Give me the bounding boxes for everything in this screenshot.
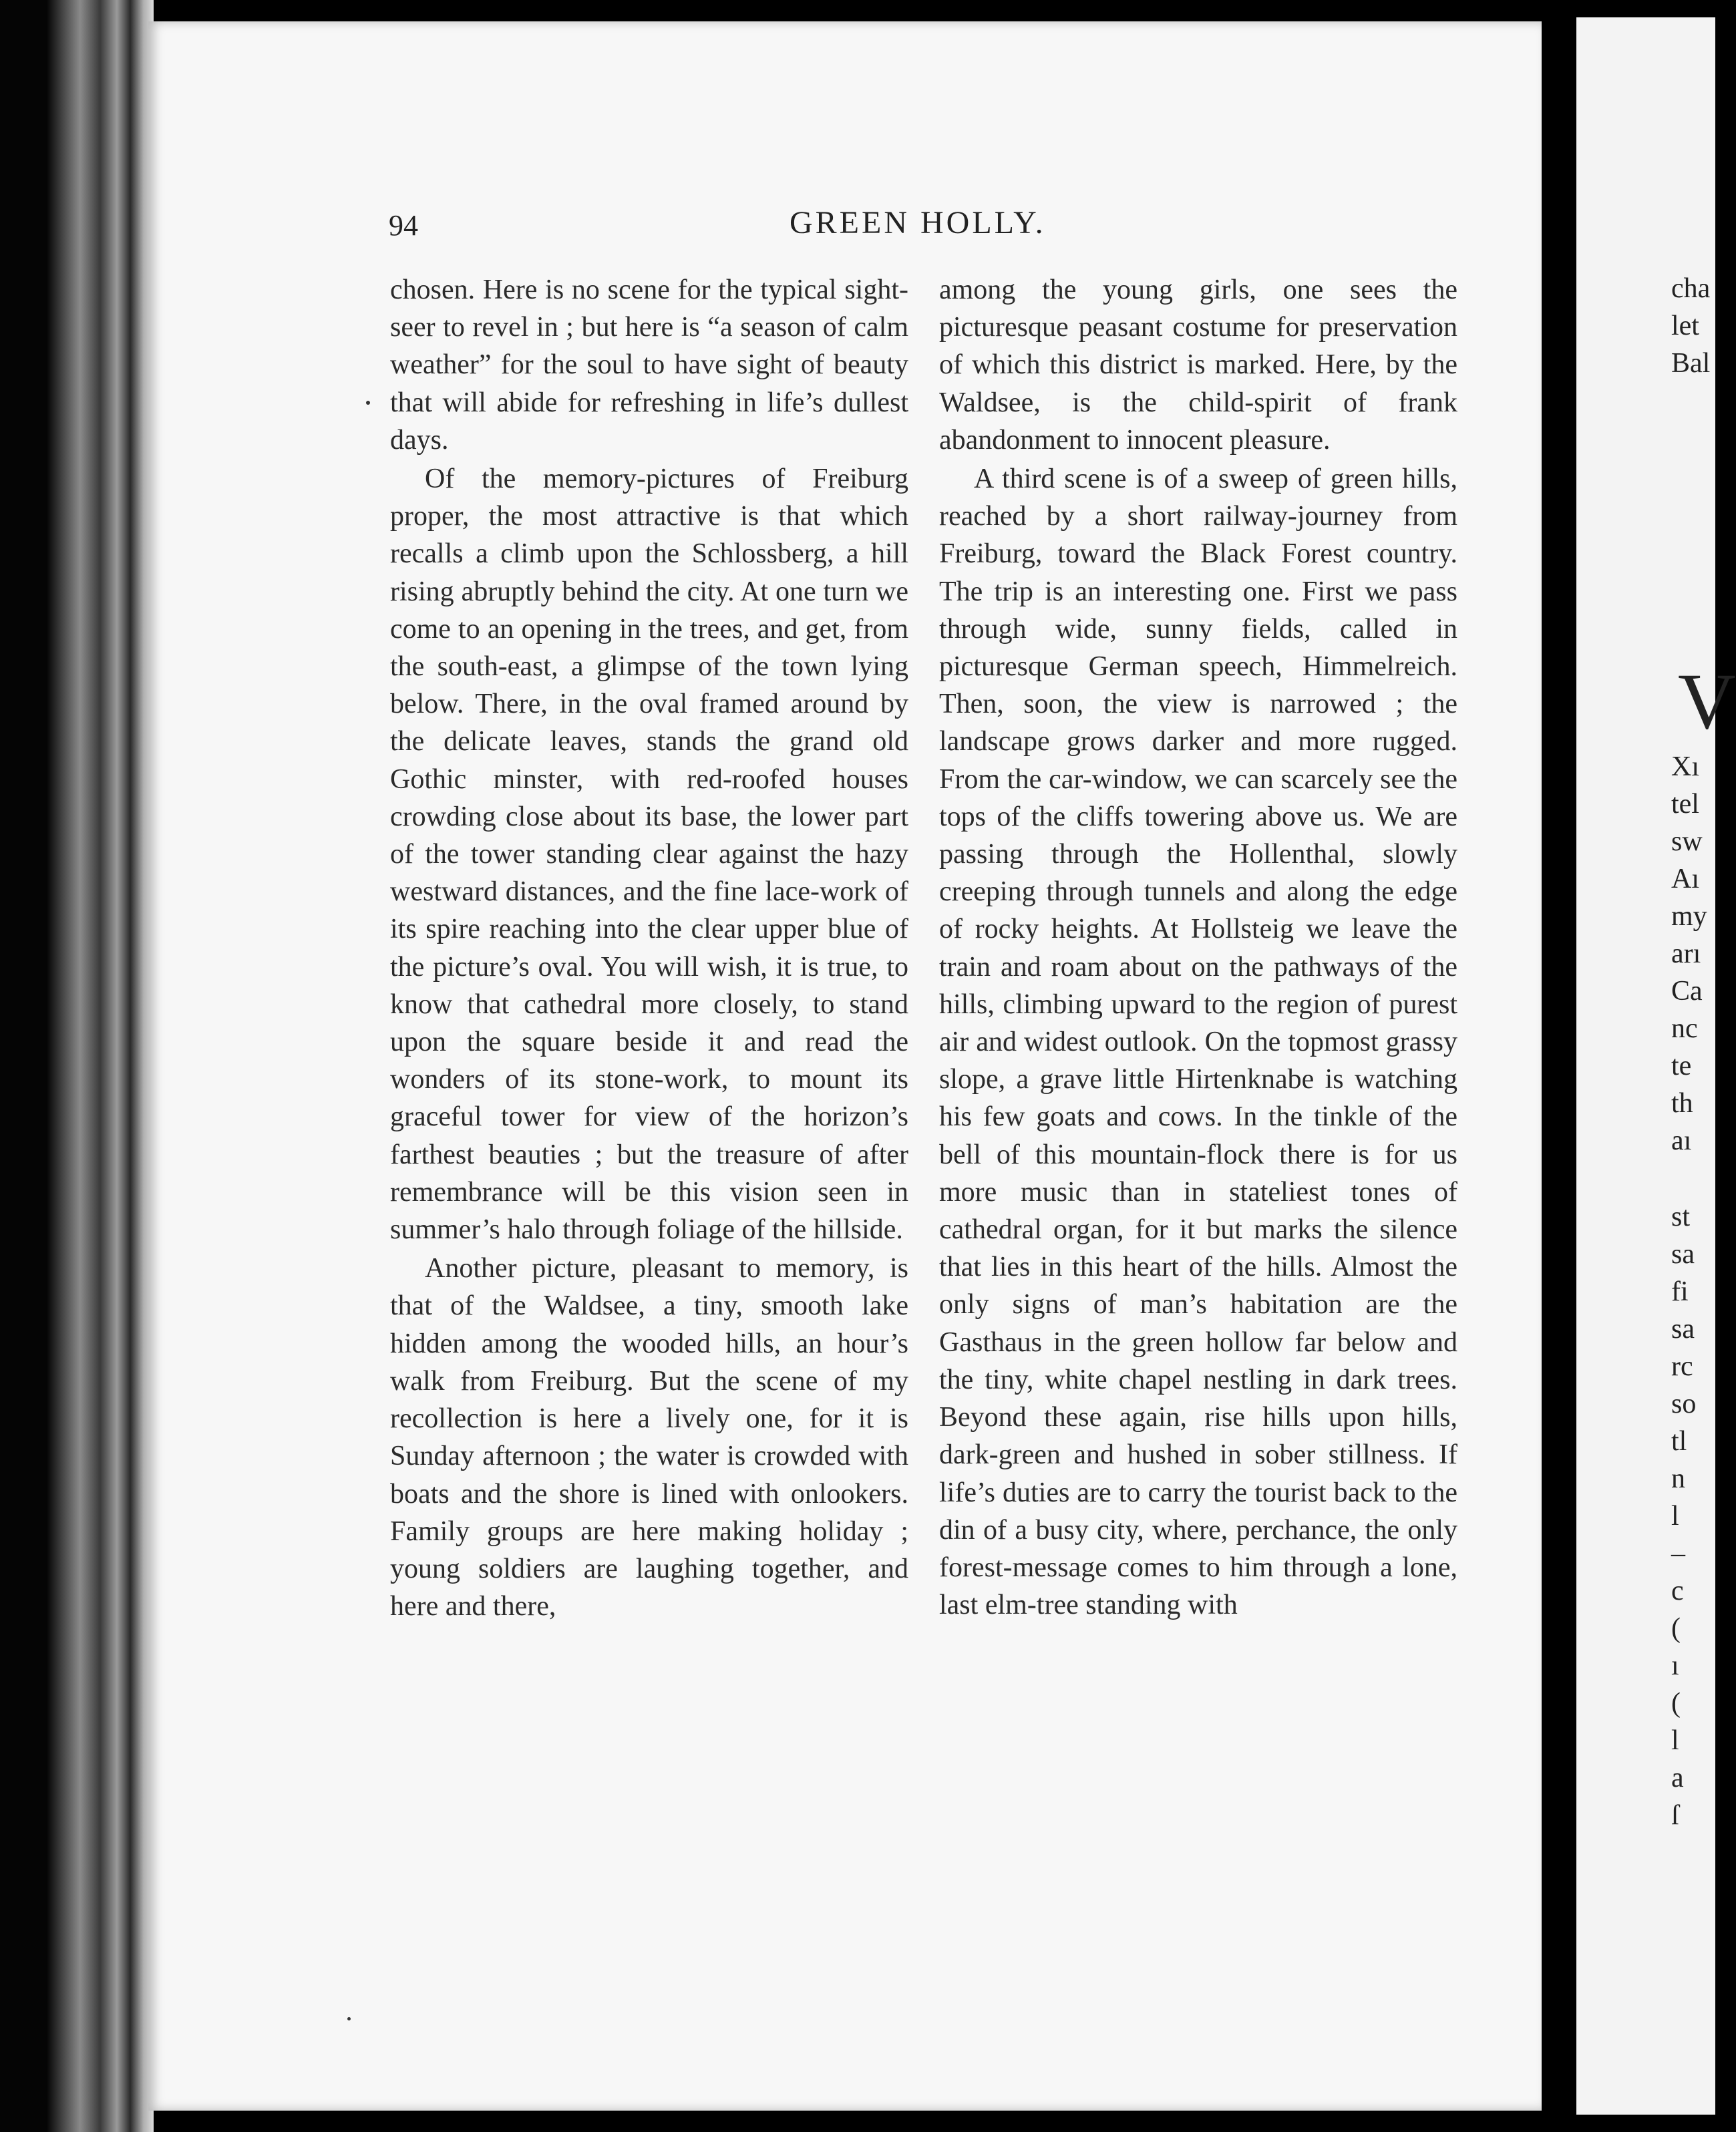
next-page-top-line: cha: [1671, 273, 1711, 304]
next-page-line: te: [1671, 1051, 1692, 1081]
next-page-line: (: [1671, 1613, 1681, 1644]
next-page-top-line: let: [1671, 311, 1699, 341]
book-spine-shadow: [0, 0, 154, 2132]
next-page-line: arı: [1671, 938, 1701, 969]
next-page-line: aı: [1671, 1125, 1692, 1156]
next-page-line: rc: [1671, 1351, 1693, 1382]
next-page-line: ı: [1671, 1650, 1679, 1681]
page-number: 94: [389, 209, 418, 242]
margin-dot: [347, 2017, 351, 2020]
next-page-line: Xı: [1671, 751, 1699, 782]
next-page-line: (: [1671, 1688, 1681, 1719]
paragraph-schlossberg: Of the memory-pictures of Freiburg proper, the most attractive is that which recalls a climb upon the Schlossberg, a hill rising abruptly behind the city. At one turn we come to an opening in the trees, and get, from the south-east, a glimpse of the town lying below. There, in the oval framed around by the delicate leaves, stands the grand old Gothic minster, with red-roofed houses crowding close about its base, the lower part of the tower standing clear against the hazy westward distances, and the fine lace-work of its spire reaching into the clear upper blue of the picture’s oval. You will wish, it is true, to know that cathedral more closely, to stand upon the square beside it and read the wonders of its stone-work, to mount its graceful tower for view of the horizon’s farthest beauties ; but the treasure of after remembrance will be this vision seen in summer’s halo through foliage of the hillside.: [390, 464, 908, 1246]
margin-dot: [366, 401, 370, 405]
next-page-line: l: [1671, 1725, 1679, 1756]
next-page-line: c: [1671, 1576, 1684, 1606]
next-page-line: sa: [1671, 1239, 1695, 1270]
next-page-line: sw: [1671, 826, 1703, 857]
next-page-line: my: [1671, 901, 1707, 932]
next-page-drop-cap: V: [1678, 657, 1736, 745]
page-gutter: [1542, 0, 1576, 2132]
next-page-top-line: Bal: [1671, 348, 1711, 379]
next-page-line: nc: [1671, 1013, 1698, 1044]
left-column: [390, 271, 908, 1625]
paragraph-waldsee: Another picture, pleasant to memory, is that of the Waldsee, a tiny, smooth lake hidden among the wooded hills, an hour’s walk from Freiburg. But the scene of my recollection is here a lively one, for it is Sunday afternoon ; the water is crowded with boats and the shore is lined with onlookers. Family groups are here making holiday ; young soldiers are laughing together, and here and there,: [390, 1253, 908, 1622]
next-page-line: l: [1671, 1501, 1679, 1532]
right-column: [939, 271, 1457, 1624]
next-page-line: st: [1671, 1202, 1691, 1232]
next-page-line: fi: [1671, 1276, 1689, 1307]
next-page-line: n: [1671, 1463, 1685, 1494]
next-page-line: tl: [1671, 1426, 1687, 1457]
next-page-line: Ca: [1671, 976, 1703, 1007]
next-page-line: sa: [1671, 1314, 1695, 1345]
next-page-line: a: [1671, 1763, 1684, 1793]
next-page-line: Aı: [1671, 864, 1699, 894]
next-page-line: ſ: [1671, 1800, 1679, 1831]
running-title: GREEN HOLLY.: [790, 205, 1046, 240]
next-page-line: –: [1671, 1538, 1685, 1569]
paragraph-black-forest: A third scene is of a sweep of green hills, reached by a short railway-journey from Freiburg, toward the Black Forest country. The trip is an interesting one. First we pass through wide, sunny fields, called in picturesque German speech, Himmelreich. Then, soon, the view is narrowed ; the landscape grows darker and more rugged. From the car-window, we can scarcely see the tops of the cliffs towering above us. We are passing through the Hollenthal, slowly creeping through tunnels and along the edge of rocky heights. At Hollsteig we leave the train and roam about on the pathways of the hills, climbing upward to the region of purest air and widest outlook. On the topmost grassy slope, a grave little Hirtenknabe is watching his few goats and cows. In the tinkle of the bell of this mountain-flock there is for us more music than in stateliest tones of cathedral organ, for it but marks the silence that lies in this heart of the hills. Almost the only signs of man’s habitation are the Gasthaus in the green hollow far below and the tiny, white chapel nestling in dark trees. Beyond these again, rise hills upon hills, dark-green and hushed in sober stillness. If life’s duties are to carry the tourist back to the din of a busy city, where, perchance, the only forest-message comes to him through a lone, last elm-tree standing with: [939, 464, 1457, 1621]
paragraph-waldsee-continued: among the young girls, one sees the picturesque peasant costume for preservation of which this district is marked. Here, by the Waldsee, is the child-spirit of frank abandonment to innocent pleasure.: [939, 275, 1457, 456]
paragraph-continued: chosen. Here is no scene for the typical sight-seer to revel in ; but here is “a season of calm weather” for the soul to have sight of beauty that will abide for refreshing in life’s dullest days.: [390, 275, 908, 456]
next-page-line: so: [1671, 1389, 1697, 1419]
next-page-line: tel: [1671, 789, 1699, 820]
next-page-line: th: [1671, 1088, 1693, 1119]
running-head: [389, 204, 1457, 258]
